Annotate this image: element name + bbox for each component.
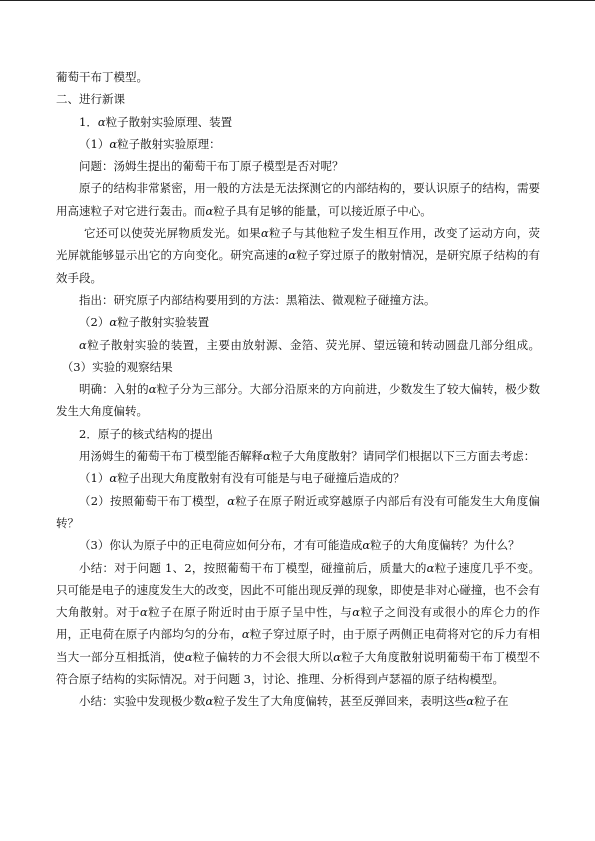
paragraph-observation: 明确：入射的α粒子分为三部分。大部分沿原来的方向前进，少数发生了较大偏转，极少数发生大角度偏转。	[56, 382, 541, 419]
paragraph-atom-structure: 原子的结构非常紧密，用一般的方法是无法探测它的内部结构的，要认识原子的结构，需要用高速粒子对它进行轰击。而α粒子具有足够的能量，可以接近原子中心。	[56, 181, 540, 218]
paragraph-apparatus: α粒子散射实验的装置，主要由放射源、金箔、荧光屏、望远镜和转动圆盘几部分组成。 （3）实验的观察结果	[56, 337, 540, 374]
paragraph-summary-1: 小结：对于问题 1、2，按照葡萄干布丁模型，碰撞前后，质量大的α粒子速度几乎不变。只可能是电子的速度发生大的改变，因此不可能出现反弹的现象，即使是非对心碰撞，也不会有大角散射。对于α粒子在原子附近时由于原子呈中性，与α粒子之间没有或很小的库仑力的作用，正电荷在原子内部均匀的分布，α粒子穿过原子时，由于原子两侧正电荷将对它的斥力有相当大一部分互相抵消，使α粒子偏转的力不会很大所以α粒子大角度散射说明葡萄干布丁模型不符合原子结构的实际情况。对于问题 3，讨论、推理、分析得到卢瑟福的原子结构模型。	[56, 560, 541, 687]
paragraph-explain-question: 用汤姆生的葡萄干布丁模型能否解释α粒子大角度散射？请同学们根据以下三方面去考虑：	[79, 449, 536, 464]
question-2: （2）按照葡萄干布丁模型，α粒子在原子附近或穿越原子内部后有没有可能发生大角度偏转？	[56, 493, 540, 530]
subheading-alpha-scattering: 1．α粒子散射实验原理、装置	[79, 114, 233, 129]
question-3: （3）你认为原子中的正电荷应如何分布，才有可能造成α粒子的大角度偏转？为什么？	[79, 538, 520, 553]
paragraph-methods: 指出：研究原子内部结构要用到的方法：黑箱法、微观粒子碰撞方法。	[79, 292, 436, 307]
subheading-nuclear-model: 2．原子的核式结构的提出	[79, 426, 213, 441]
page-top-rule	[0, 0, 595, 1]
paragraph-question: 问题：汤姆生提出的葡萄干布丁原子模型是否对呢？	[79, 159, 344, 174]
document-page	[56, 66, 540, 713]
paragraph-model-end: 葡萄干布丁模型。	[56, 70, 148, 84]
subheading-apparatus: （2）α粒子散射实验装置	[79, 315, 210, 330]
paragraph-fluorescent-screen: 它还可以使荧光屏物质发光。如果α粒子与其他粒子发生相互作用，改变了运动方向，荧光屏就能够显示出它的方向变化。研究高速的α粒子穿过原子的散射情况，是研究原子结构的有效手段。	[56, 226, 541, 285]
question-1: （1）α粒子出现大角度散射有没有可能是与电子碰撞后造成的？	[79, 471, 405, 486]
section-heading-new-lesson: 二、进行新课	[56, 92, 125, 107]
subheading-principle: （1）α粒子散射实验原理：	[79, 136, 221, 151]
paragraph-summary-2: 小结：实验中发现极少数α粒子发生了大角度偏转，甚至反弹回来，表明这些α粒子在	[79, 694, 509, 709]
